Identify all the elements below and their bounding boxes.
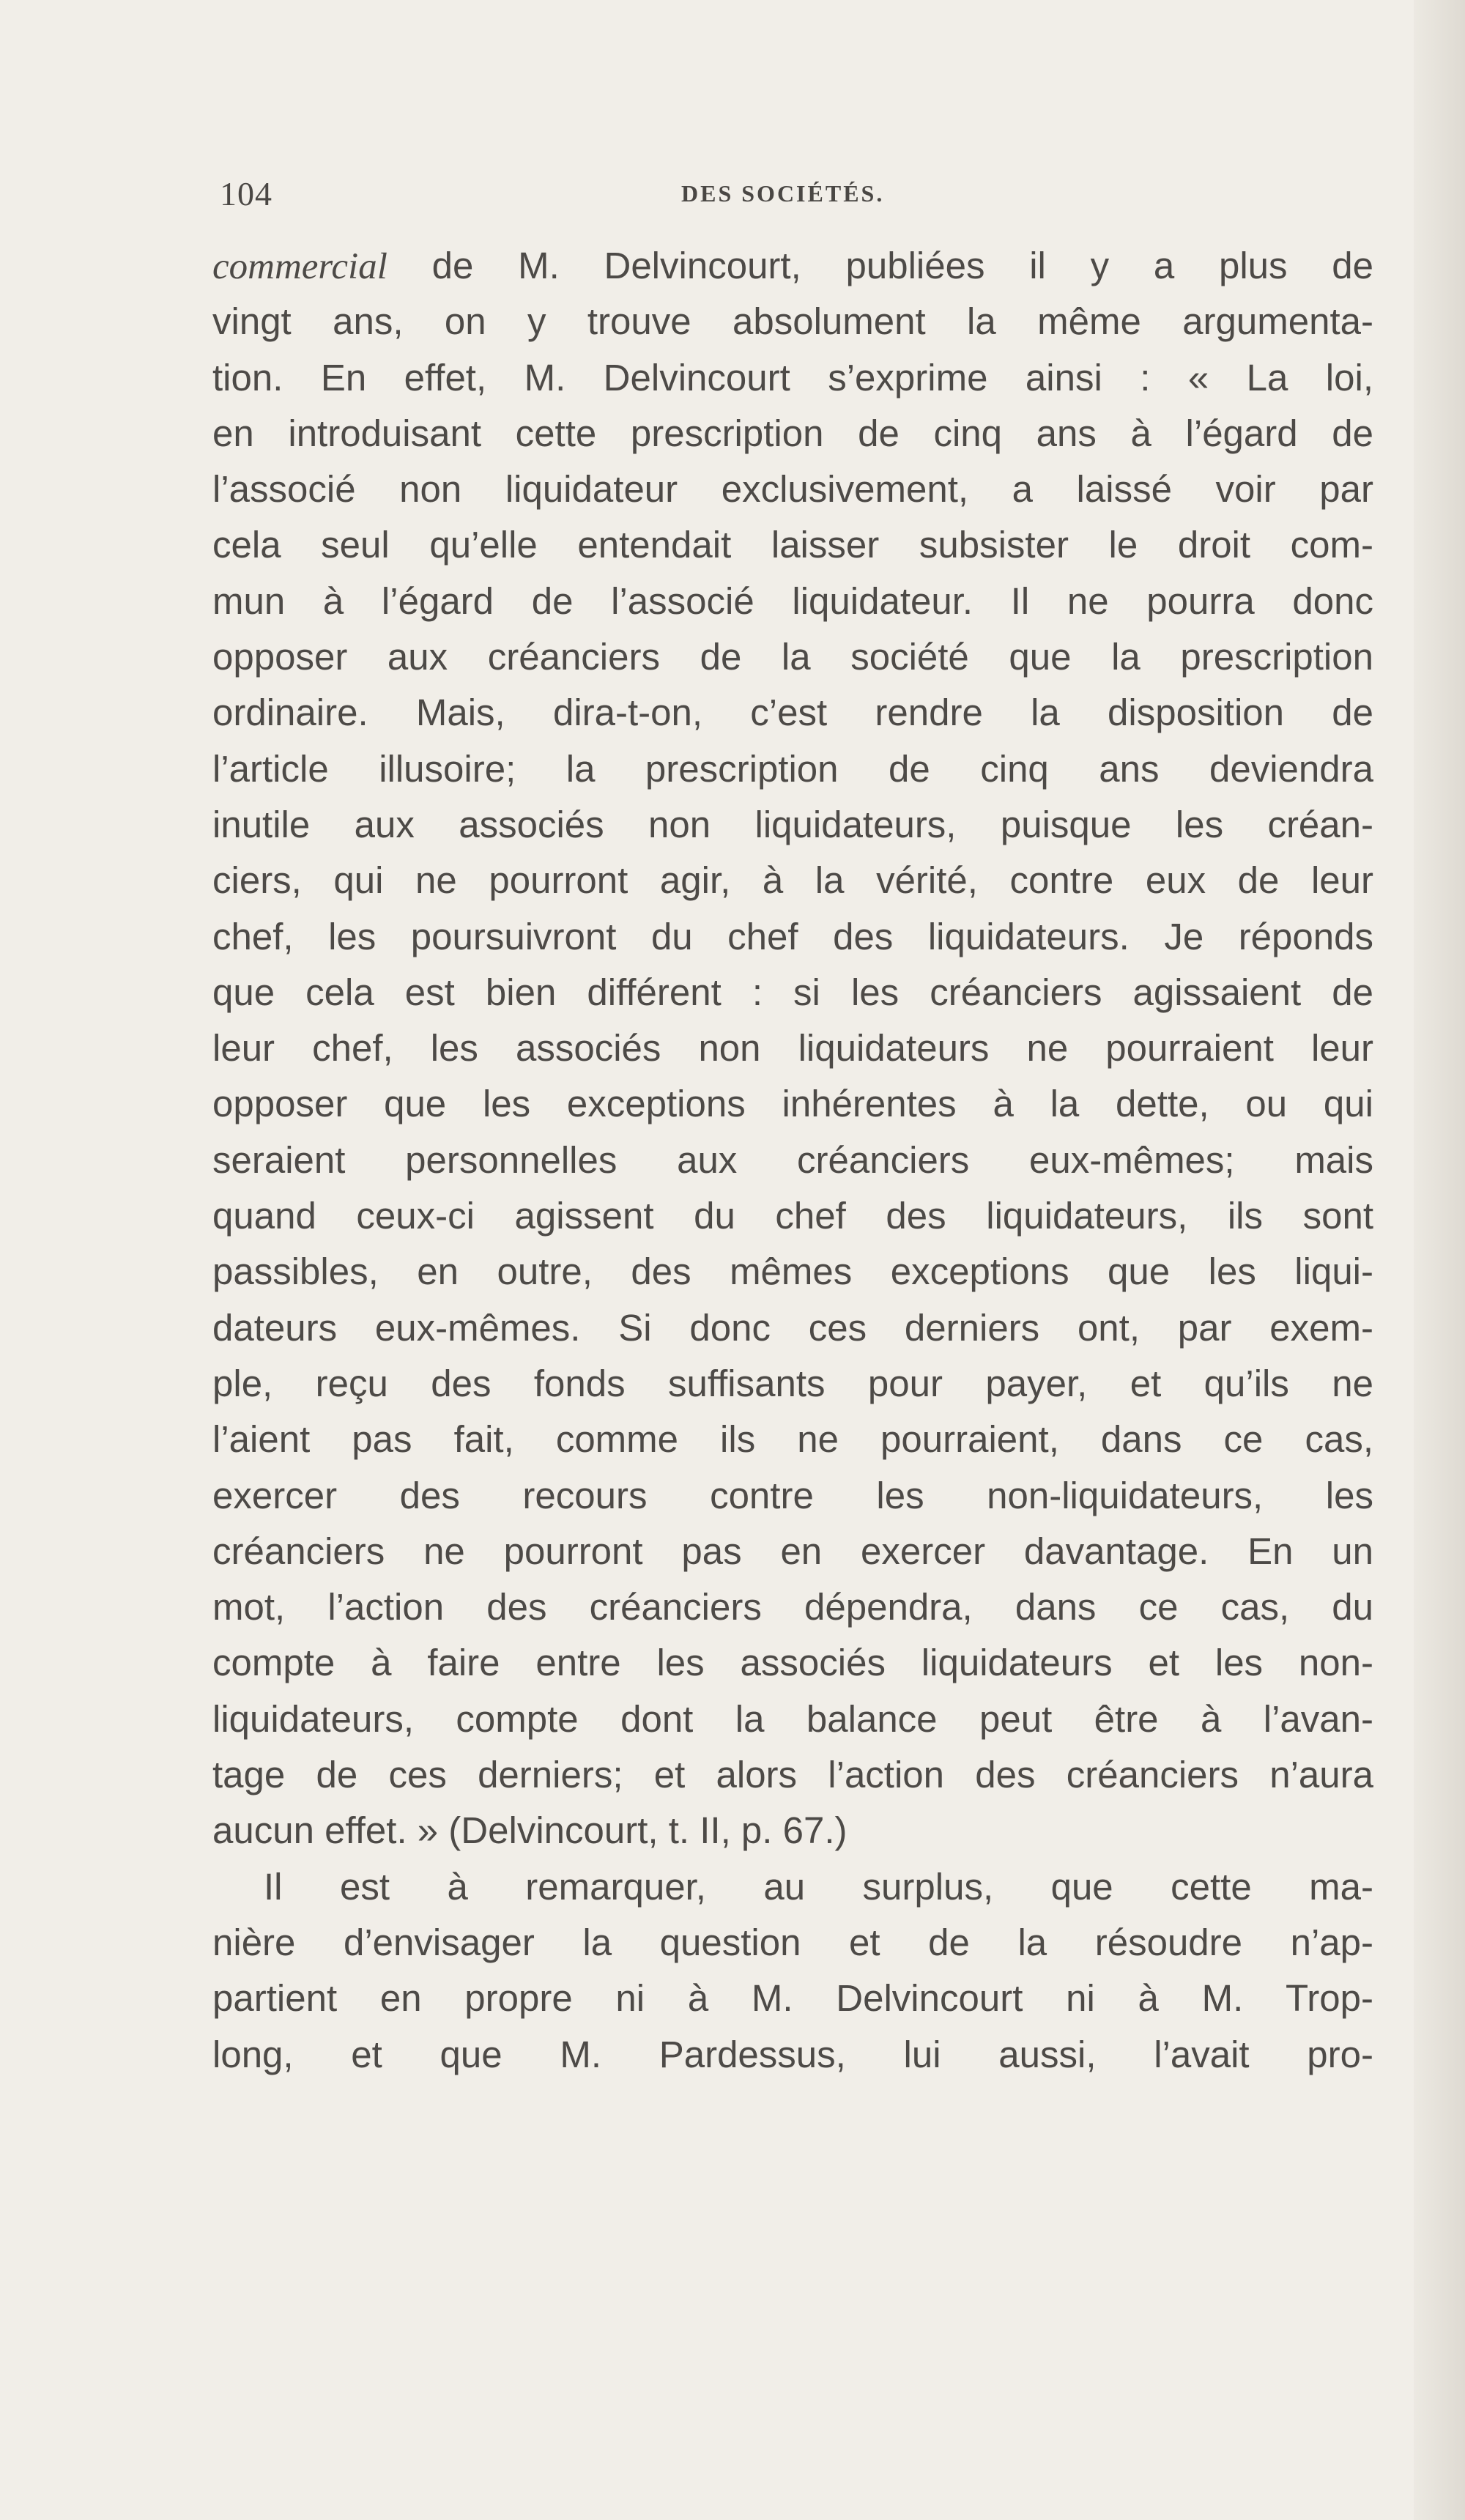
- running-head-title: DES SOCIÉTÉS.: [681, 180, 885, 207]
- text-line: exercer des recours contre les non-liquidateurs, les: [212, 1474, 1373, 1516]
- text-line: mot, l’action des créanciers dépendra, dans ce cas, du: [212, 1586, 1373, 1628]
- text-line: seraient personnelles aux créanciers eux-mêmes; mais: [212, 1138, 1373, 1181]
- page-edge: [1414, 0, 1465, 2520]
- text-line: inutile aux associés non liquidateurs, puisque les créan-: [212, 803, 1373, 845]
- text-line: que cela est bien différent : si les créanciers agissaient de: [212, 971, 1373, 1013]
- text-line: ordinaire. Mais, dira-t-on, c’est rendre la disposition de: [212, 692, 1373, 734]
- text-line-1: [212, 238, 1373, 294]
- text-line: compte à faire entre les associés liquidateurs et les non-: [212, 1642, 1373, 1684]
- text-line: Il est à remarquer, au surplus, que cette ma-: [264, 1865, 1373, 1908]
- text-line: tage de ces derniers; et alors l’action des créanciers n’aura: [212, 1754, 1373, 1796]
- text-line: nière d’envisager la question et de la résoudre n’ap-: [212, 1921, 1373, 1963]
- text-line: partient en propre ni à M. Delvincourt ni à M. Trop-: [212, 1977, 1373, 2020]
- text-line: liquidateurs, compte dont la balance peut être à l’avan-: [212, 1697, 1373, 1740]
- text-line: passibles, en outre, des mêmes exceptions que les liqui-: [212, 1250, 1373, 1293]
- text-line: quand ceux-ci agissent du chef des liquidateurs, ils sont: [212, 1195, 1373, 1237]
- text-line: leur chef, les associés non liquidateurs ne pourraient leur: [212, 1027, 1373, 1070]
- page-number: 104: [220, 175, 272, 212]
- body-text: [212, 238, 1373, 2083]
- text-line: cela seul qu’elle entendait laisser subsister le droit com-: [212, 524, 1373, 566]
- running-head: [220, 174, 1355, 218]
- text-line: chef, les poursuivront du chef des liquidateurs. Je réponds: [212, 915, 1373, 957]
- text-line: vingt ans, on y trouve absolument la même argumenta-: [212, 300, 1373, 343]
- text-line: mun à l’égard de l’associé liquidateur. Il ne pourra donc: [212, 579, 1373, 622]
- text-line: ciers, qui ne pourront agir, à la vérité, contre eux de leur: [212, 859, 1373, 902]
- text-line: l’aient pas fait, comme ils ne pourraient, dans ce cas,: [212, 1418, 1373, 1461]
- text-line: dateurs eux-mêmes. Si donc ces derniers ont, par exem-: [212, 1306, 1373, 1349]
- paragraph-end-line: aucun effet. » (Delvincourt, t. II, p. 67.): [212, 1809, 848, 1852]
- text-line: long, et que M. Pardessus, lui aussi, l’avait pro-: [212, 2033, 1373, 2075]
- text-line: ple, reçu des fonds suffisants pour payer, et qu’ils ne: [212, 1362, 1373, 1404]
- text-line: créanciers ne pourront pas en exercer davantage. En un: [212, 1530, 1373, 1572]
- line-1-rest: de M. Delvincourt, publiées il y a plus de: [387, 245, 1373, 286]
- text-line: tion. En effet, M. Delvincourt s’exprime ainsi : « La loi,: [212, 356, 1373, 399]
- text-line: opposer que les exceptions inhérentes à la dette, ou qui: [212, 1083, 1373, 1125]
- text-line: l’associé non liquidateur exclusivement, a laissé voir par: [212, 468, 1373, 511]
- text-line: en introduisant cette prescription de cinq ans à l’égard de: [212, 412, 1373, 454]
- text-line: l’article illusoire; la prescription de cinq ans deviendra: [212, 747, 1373, 790]
- text-line: opposer aux créanciers de la société que la prescription: [212, 636, 1373, 678]
- italic-word: commercial: [212, 246, 387, 287]
